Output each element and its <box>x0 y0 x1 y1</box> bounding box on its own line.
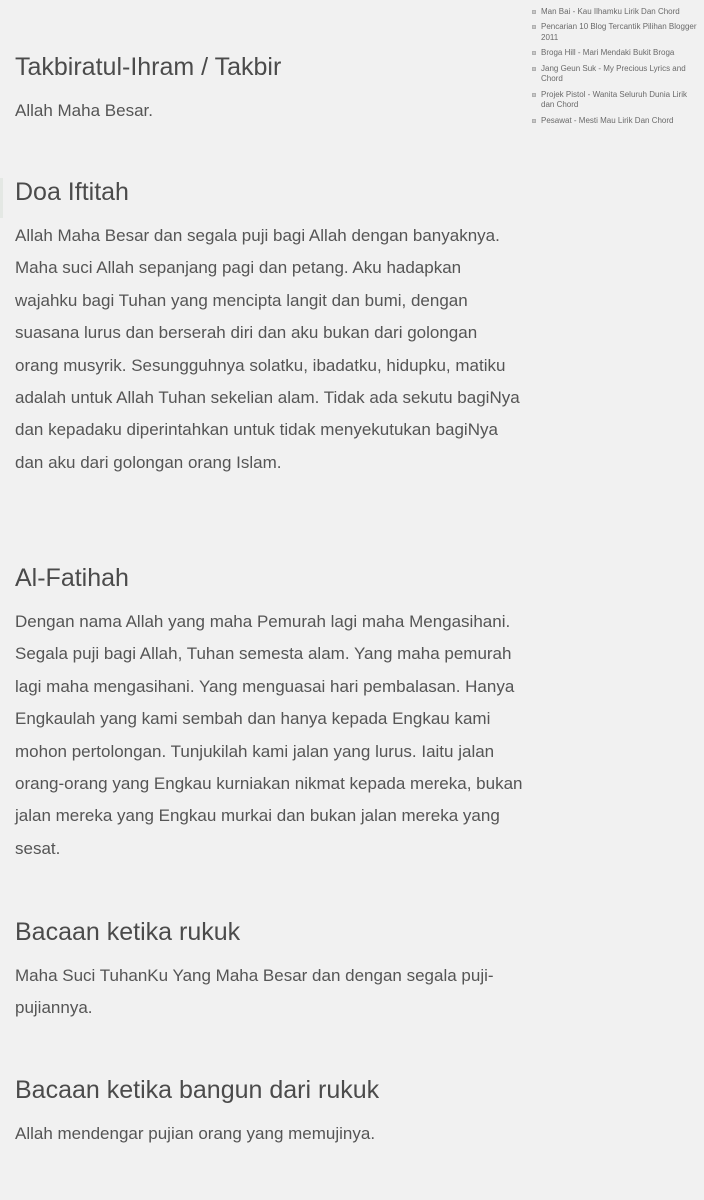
recent-post-link[interactable] <box>532 90 700 111</box>
recent-post-link[interactable] <box>532 0 700 2</box>
section-body: Allah mendengar pujian orang yang memujinya. <box>15 1124 376 1143</box>
section-body: Allah Maha Besar dan segala puji bagi Allah dengan banyaknya. Maha suci Allah sepanjang pagi dan petang. Aku hadapkan wajahku bagi Tuhan yang mencipta langit dan bumi, dengan suasana lurus dan berserah diri dan aku bukan dari golongan orang musyrik. Sesungguhnya solatku, ibadatku, hidupku, matiku adalah untuk Allah Tuhan sekelian alam. Tidak ada sekutu bagiNya dan kepadaku diperintahkan untuk tidak menyekutukan bagiNya dan aku dari golongan orang Islam. <box>15 226 520 472</box>
sidebar-recent-posts <box>532 0 700 131</box>
recent-post-link-text[interactable] <box>541 0 700 2</box>
section-heading: Doa Iftitah <box>15 178 129 206</box>
recent-post-link[interactable] <box>532 22 700 43</box>
section-heading: Al-Fatihah <box>15 564 129 592</box>
section-al-fatihah <box>15 562 525 865</box>
bullet-icon <box>532 10 536 14</box>
section-body: Maha Suci TuhanKu Yang Maha Besar dan dengan segala puji-pujiannya. <box>15 966 494 1018</box>
bullet-icon <box>532 93 536 97</box>
section-body: Allah Maha Besar. <box>15 101 153 120</box>
left-edge-marker <box>0 178 3 218</box>
recent-post-link-text[interactable]: Pesawat - Mesti Mau Lirik Dan Chord <box>541 115 674 125</box>
section-takbir <box>15 51 525 127</box>
section-doa-iftitah <box>15 176 525 479</box>
section-heading: Takbiratul-Ihram / Takbir <box>15 53 282 81</box>
recent-post-link-text[interactable]: Broga Hill - Mari Mendaki Bukit Broga <box>541 48 675 57</box>
recent-post-link[interactable] <box>532 116 700 127</box>
recent-post-link-text[interactable]: Man Bai - Kau Ilhamku Lirik Dan Chord <box>541 6 680 16</box>
bullet-icon <box>532 119 536 123</box>
recent-post-link[interactable] <box>532 48 700 59</box>
section-heading: Bacaan ketika rukuk <box>15 918 241 946</box>
bullet-icon <box>532 25 536 29</box>
section-heading: Bacaan ketika bangun dari rukuk <box>15 1076 380 1104</box>
recent-post-link[interactable] <box>532 7 700 18</box>
recent-post-link-text[interactable]: Jang Geun Suk - My Precious Lyrics and Chord <box>541 63 686 83</box>
recent-post-link-text[interactable]: Projek Pistol - Wanita Seluruh Dunia Lirik dan Chord <box>541 89 687 109</box>
recent-post-link-text[interactable]: Pencarian 10 Blog Tercantik Pilihan Blogger 2011 <box>541 22 697 42</box>
section-bangun-rukuk <box>15 1074 525 1150</box>
bullet-icon <box>532 51 536 55</box>
recent-posts-list <box>532 0 700 126</box>
section-rukuk <box>15 916 525 1025</box>
bullet-icon <box>532 67 536 71</box>
recent-post-link[interactable] <box>532 64 700 85</box>
section-body: Dengan nama Allah yang maha Pemurah lagi maha Mengasihani. Segala puji bagi Allah, Tuhan semesta alam. Yang maha pemurah lagi maha mengasihani. Yang menguasai hari pembalasan. Hanya Engkaulah yang kami sembah dan hanya kepada Engkau kami mohon pertolongan. Tunjukilah kami jalan yang lurus. Iaitu jalan orang-orang yang Engkau kurniakan nikmat kepada mereka, bukan jalan mereka yang Engkau murkai dan bukan jalan mereka yang sesat. <box>15 612 523 858</box>
